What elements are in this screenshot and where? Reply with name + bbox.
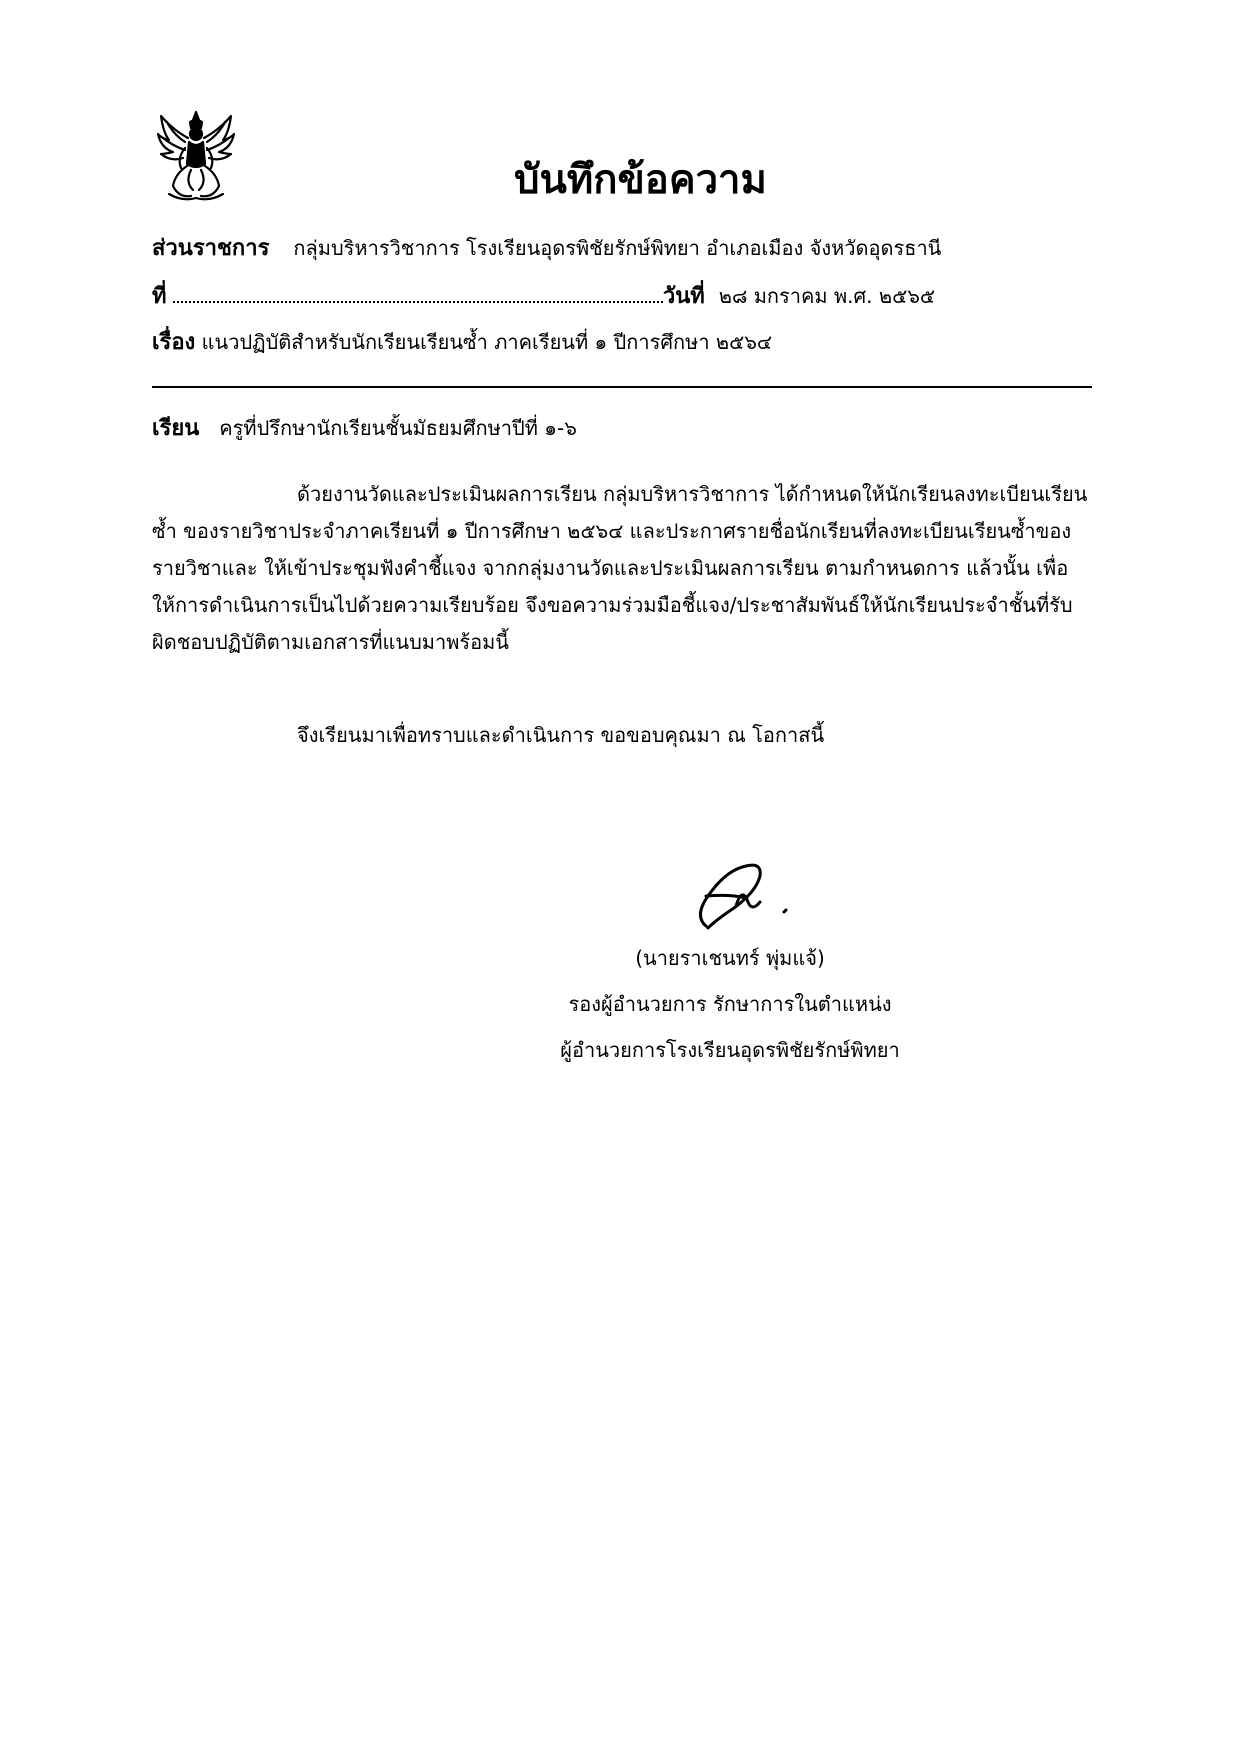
closing-line: จึงเรียนมาเพื่อทราบและดำเนินการ ขอขอบคุณมา ณ โอกาสนี้: [297, 723, 825, 747]
addressee-value: ครูที่ปรึกษานักเรียนชั้นมัธยมศึกษาปีที่ ๑-๖: [219, 416, 577, 440]
addressee-label: เรียน: [152, 416, 200, 441]
date-value: ๒๘ มกราคม พ.ศ. ๒๕๖๕: [718, 284, 936, 308]
subject-value: แนวปฏิบัติสำหรับนักเรียนเรียนซ้ำ ภาคเรียนที่ ๑ ปีการศึกษา ๒๕๖๔: [201, 330, 773, 354]
date-label: วันที่: [662, 284, 705, 309]
signer-position-1: รองผู้อำนวยการ รักษาการในตำแหน่ง: [568, 992, 892, 1016]
signer-position-2: ผู้อำนวยการโรงเรียนอุดรพิชัยรักษ์พิทยา: [560, 1038, 900, 1062]
body-paragraph: ด้วยงานวัดและประเมินผลการเรียน กลุ่มบริหารวิชาการ ได้กำหนดให้นักเรียนลงทะเบียนเรียนซ้ำ ของรายวิชาประจำภาคเรียนที่ ๑ ปีการศึกษา ๒๕๖๔ และประกาศรายชื่อนักเรียนที่ลงทะเบียนเรียนซ้ำของรายวิชาและ ให้เข้าประชุมฟังคำชี้แจง จากกลุ่มงานวัดและประเมินผลการเรียน ตามกำหนดการ แล้วนั้น เพื่อให้การดำเนินการเป็นไปด้วยความเรียบร้อย จึงขอความร่วมมือชี้แจง/ประชาสัมพันธ์ให้นักเรียนประจำชั้นที่รับผิดชอบปฏิบัติตามเอกสารที่แนบมาพร้อมนี้: [152, 482, 1088, 654]
agency-label: ส่วนราชการ: [152, 236, 270, 261]
document-title: บันทึกข้อความ: [514, 157, 767, 203]
handwritten-signature: [686, 836, 796, 932]
signature-block: [520, 935, 940, 1073]
reference-dotted-line: [173, 285, 663, 303]
subject-label: เรื่อง: [152, 330, 196, 355]
reference-row: [152, 280, 1092, 313]
header-divider: [152, 386, 1092, 388]
reference-label: ที่: [152, 284, 167, 309]
subject-row: [152, 326, 1092, 359]
signer-name: (นายราเชนทร์ พุ่มแจ้): [635, 946, 825, 970]
agency-row: [152, 232, 1092, 265]
agency-value: กลุ่มบริหารวิชาการ โรงเรียนอุดรพิชัยรักษ์พิทยา อำเภอเมือง จังหวัดอุดรธานี: [293, 236, 942, 260]
addressee-row: [152, 412, 1092, 445]
